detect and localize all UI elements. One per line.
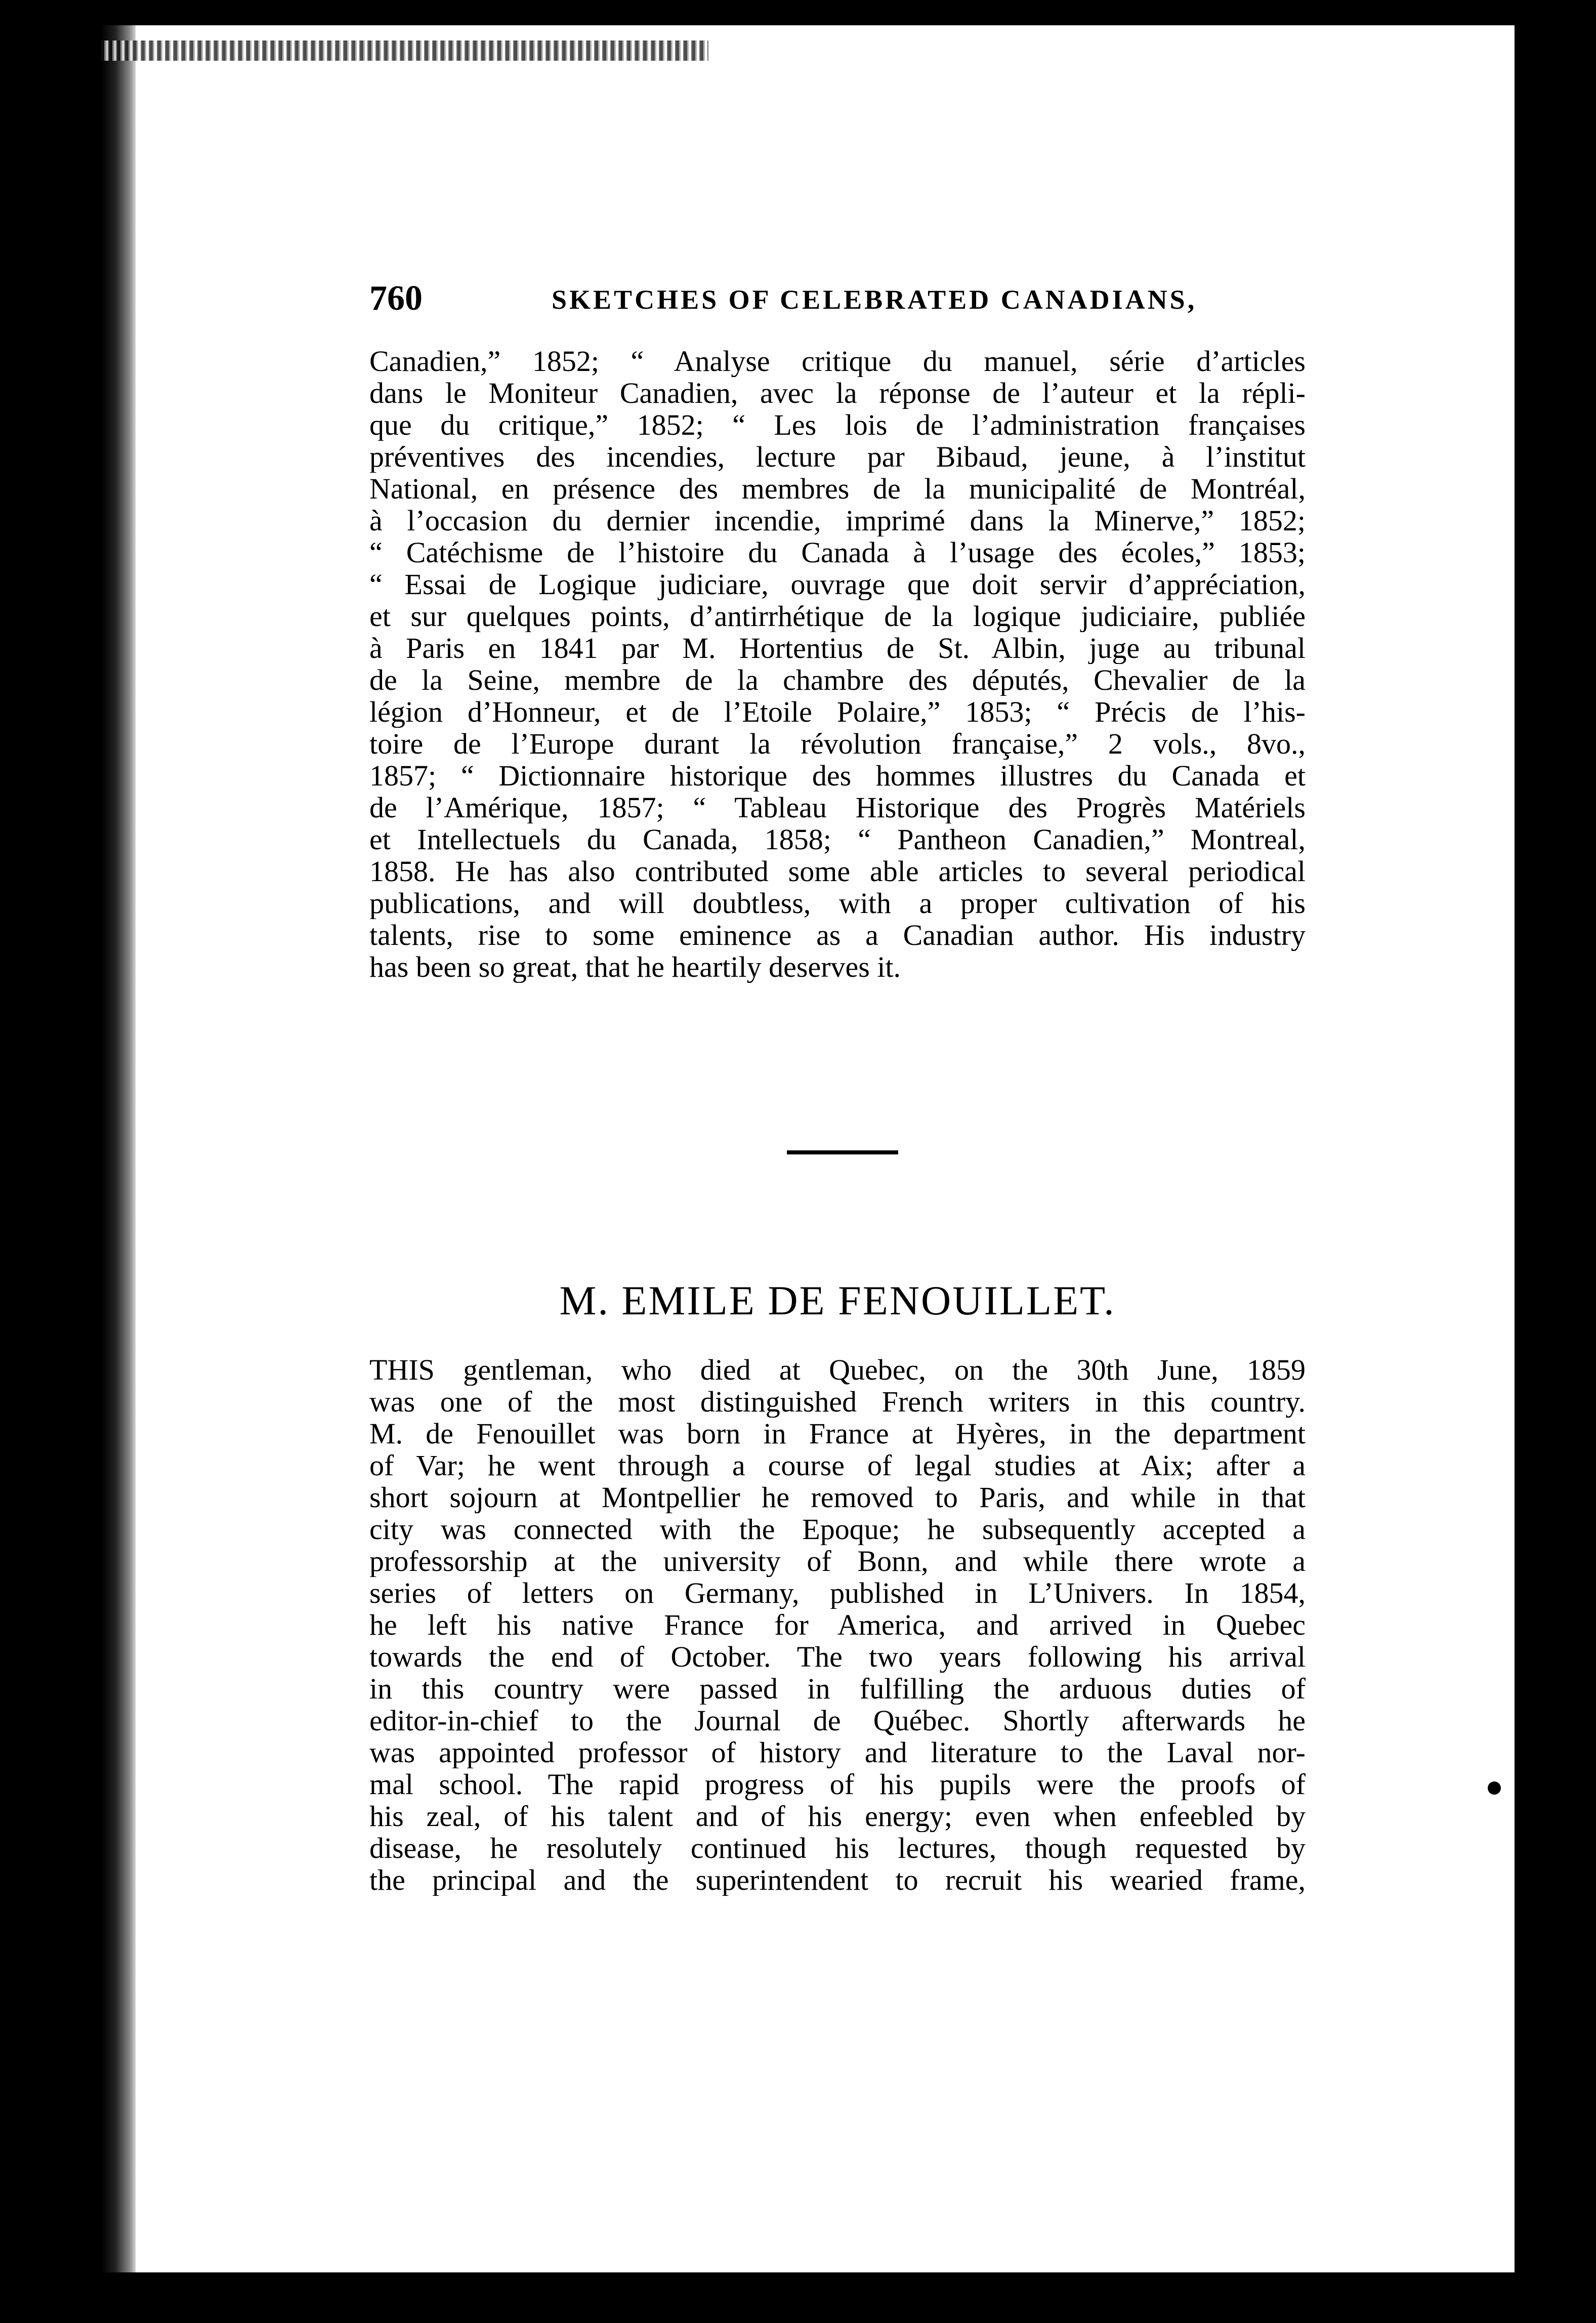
text-line: disease, he resolutely continued his lectures, though requested by [369, 1832, 1306, 1864]
text-line: series of letters on Germany, published in L’Univers. In 1854, [369, 1577, 1306, 1609]
section-heading: M. EMILE DE FENOUILLET. [559, 1277, 1116, 1323]
text-line: of Var; he went through a course of legal studies at Aix; after a [369, 1449, 1306, 1481]
scan-artifact [101, 40, 708, 61]
text-line: que du critique,” 1852; “ Les lois de l’administration françaises [369, 409, 1306, 441]
margin-mark [1488, 1781, 1501, 1795]
text-line: talents, rise to some eminence as a Canadian author. His industry [369, 919, 1306, 951]
text-line: has been so great, that he heartily deserves it. [369, 951, 901, 983]
text-line: city was connected with the Epoque; he subsequently accepted a [369, 1513, 1306, 1545]
text-line: légion d’Honneur, et de l’Etoile Polaire,” 1853; “ Précis de l’his- [369, 696, 1306, 728]
text-line: mal school. The rapid progress of his pupils were the proofs of [369, 1768, 1306, 1800]
running-title: SKETCHES OF CELEBRATED CANADIANS, [552, 284, 1197, 315]
text-line: editor-in-chief to the Journal de Québec. Shortly afterwards he [369, 1705, 1306, 1736]
margin-mark [1523, 1850, 1536, 1853]
text-line: “ Catéchisme de l’histoire du Canada à l’usage des écoles,” 1853; [369, 536, 1306, 568]
text-line: was appointed professor of history and literature to the Laval nor- [369, 1736, 1306, 1768]
paragraph-biography [369, 1354, 1306, 1896]
text-line: à Paris en 1841 par M. Hortentius de St. Albin, juge au tribunal [369, 632, 1306, 664]
text-line: towards the end of October. The two years following his arrival [369, 1641, 1306, 1673]
text-line: Canadien,” 1852; “ Analyse critique du manuel, série d’articles [369, 345, 1306, 377]
text-line: préventives des incendies, lecture par Bibaud, jeune, à l’institut [369, 441, 1306, 473]
text-line: et sur quelques points, d’antirrhétique de la logique judiciaire, publiée [369, 600, 1306, 632]
text-line: publications, and will doubtless, with a proper cultivation of his [369, 887, 1306, 919]
text-line: dans le Moniteur Canadien, avec la réponse de l’auteur et la répli- [369, 377, 1306, 409]
text-line: National, en présence des membres de la municipalité de Montréal, [369, 473, 1306, 505]
text-line: he left his native France for America, and arrived in Quebec [369, 1609, 1306, 1641]
text-line: professorship at the university of Bonn, and while there wrote a [369, 1545, 1306, 1577]
text-line: 1857; “ Dictionnaire historique des hommes illustres du Canada et [369, 760, 1306, 792]
text-line: the principal and the superintendent to recruit his wearied frame, [369, 1864, 1306, 1896]
paragraph-bibliography [369, 345, 1306, 983]
text-line: THIS gentleman, who died at Quebec, on the 30th June, 1859 [369, 1354, 1306, 1386]
text-line: was one of the most distinguished French writers in this country. [369, 1386, 1306, 1418]
text-line: toire de l’Europe durant la révolution française,” 2 vols., 8vo., [369, 728, 1306, 760]
page-number: 760 [369, 279, 423, 318]
text-line: in this country were passed in fulfilling the arduous duties of [369, 1673, 1306, 1705]
text-line: de l’Amérique, 1857; “ Tableau Historique des Progrès Matériels [369, 792, 1306, 823]
text-line: short sojourn at Montpellier he removed to Paris, and while in that [369, 1481, 1306, 1513]
section-separator-rule [787, 1150, 898, 1154]
page-binding-edge [101, 25, 137, 2272]
text-line: “ Essai de Logique judiciare, ouvrage que doit servir d’appréciation, [369, 568, 1306, 600]
text-line: his zeal, of his talent and of his energy; even when enfeebled by [369, 1800, 1306, 1832]
text-line: 1858. He has also contributed some able articles to several periodical [369, 855, 1306, 887]
text-line: et Intellectuels du Canada, 1858; “ Pantheon Canadien,” Montreal, [369, 823, 1306, 855]
text-line: à l’occasion du dernier incendie, imprimé dans la Minerve,” 1852; [369, 505, 1306, 536]
text-line: de la Seine, membre de la chambre des députés, Chevalier de la [369, 664, 1306, 696]
text-line: M. de Fenouillet was born in France at Hyères, in the department [369, 1418, 1306, 1449]
running-head [369, 276, 1381, 321]
